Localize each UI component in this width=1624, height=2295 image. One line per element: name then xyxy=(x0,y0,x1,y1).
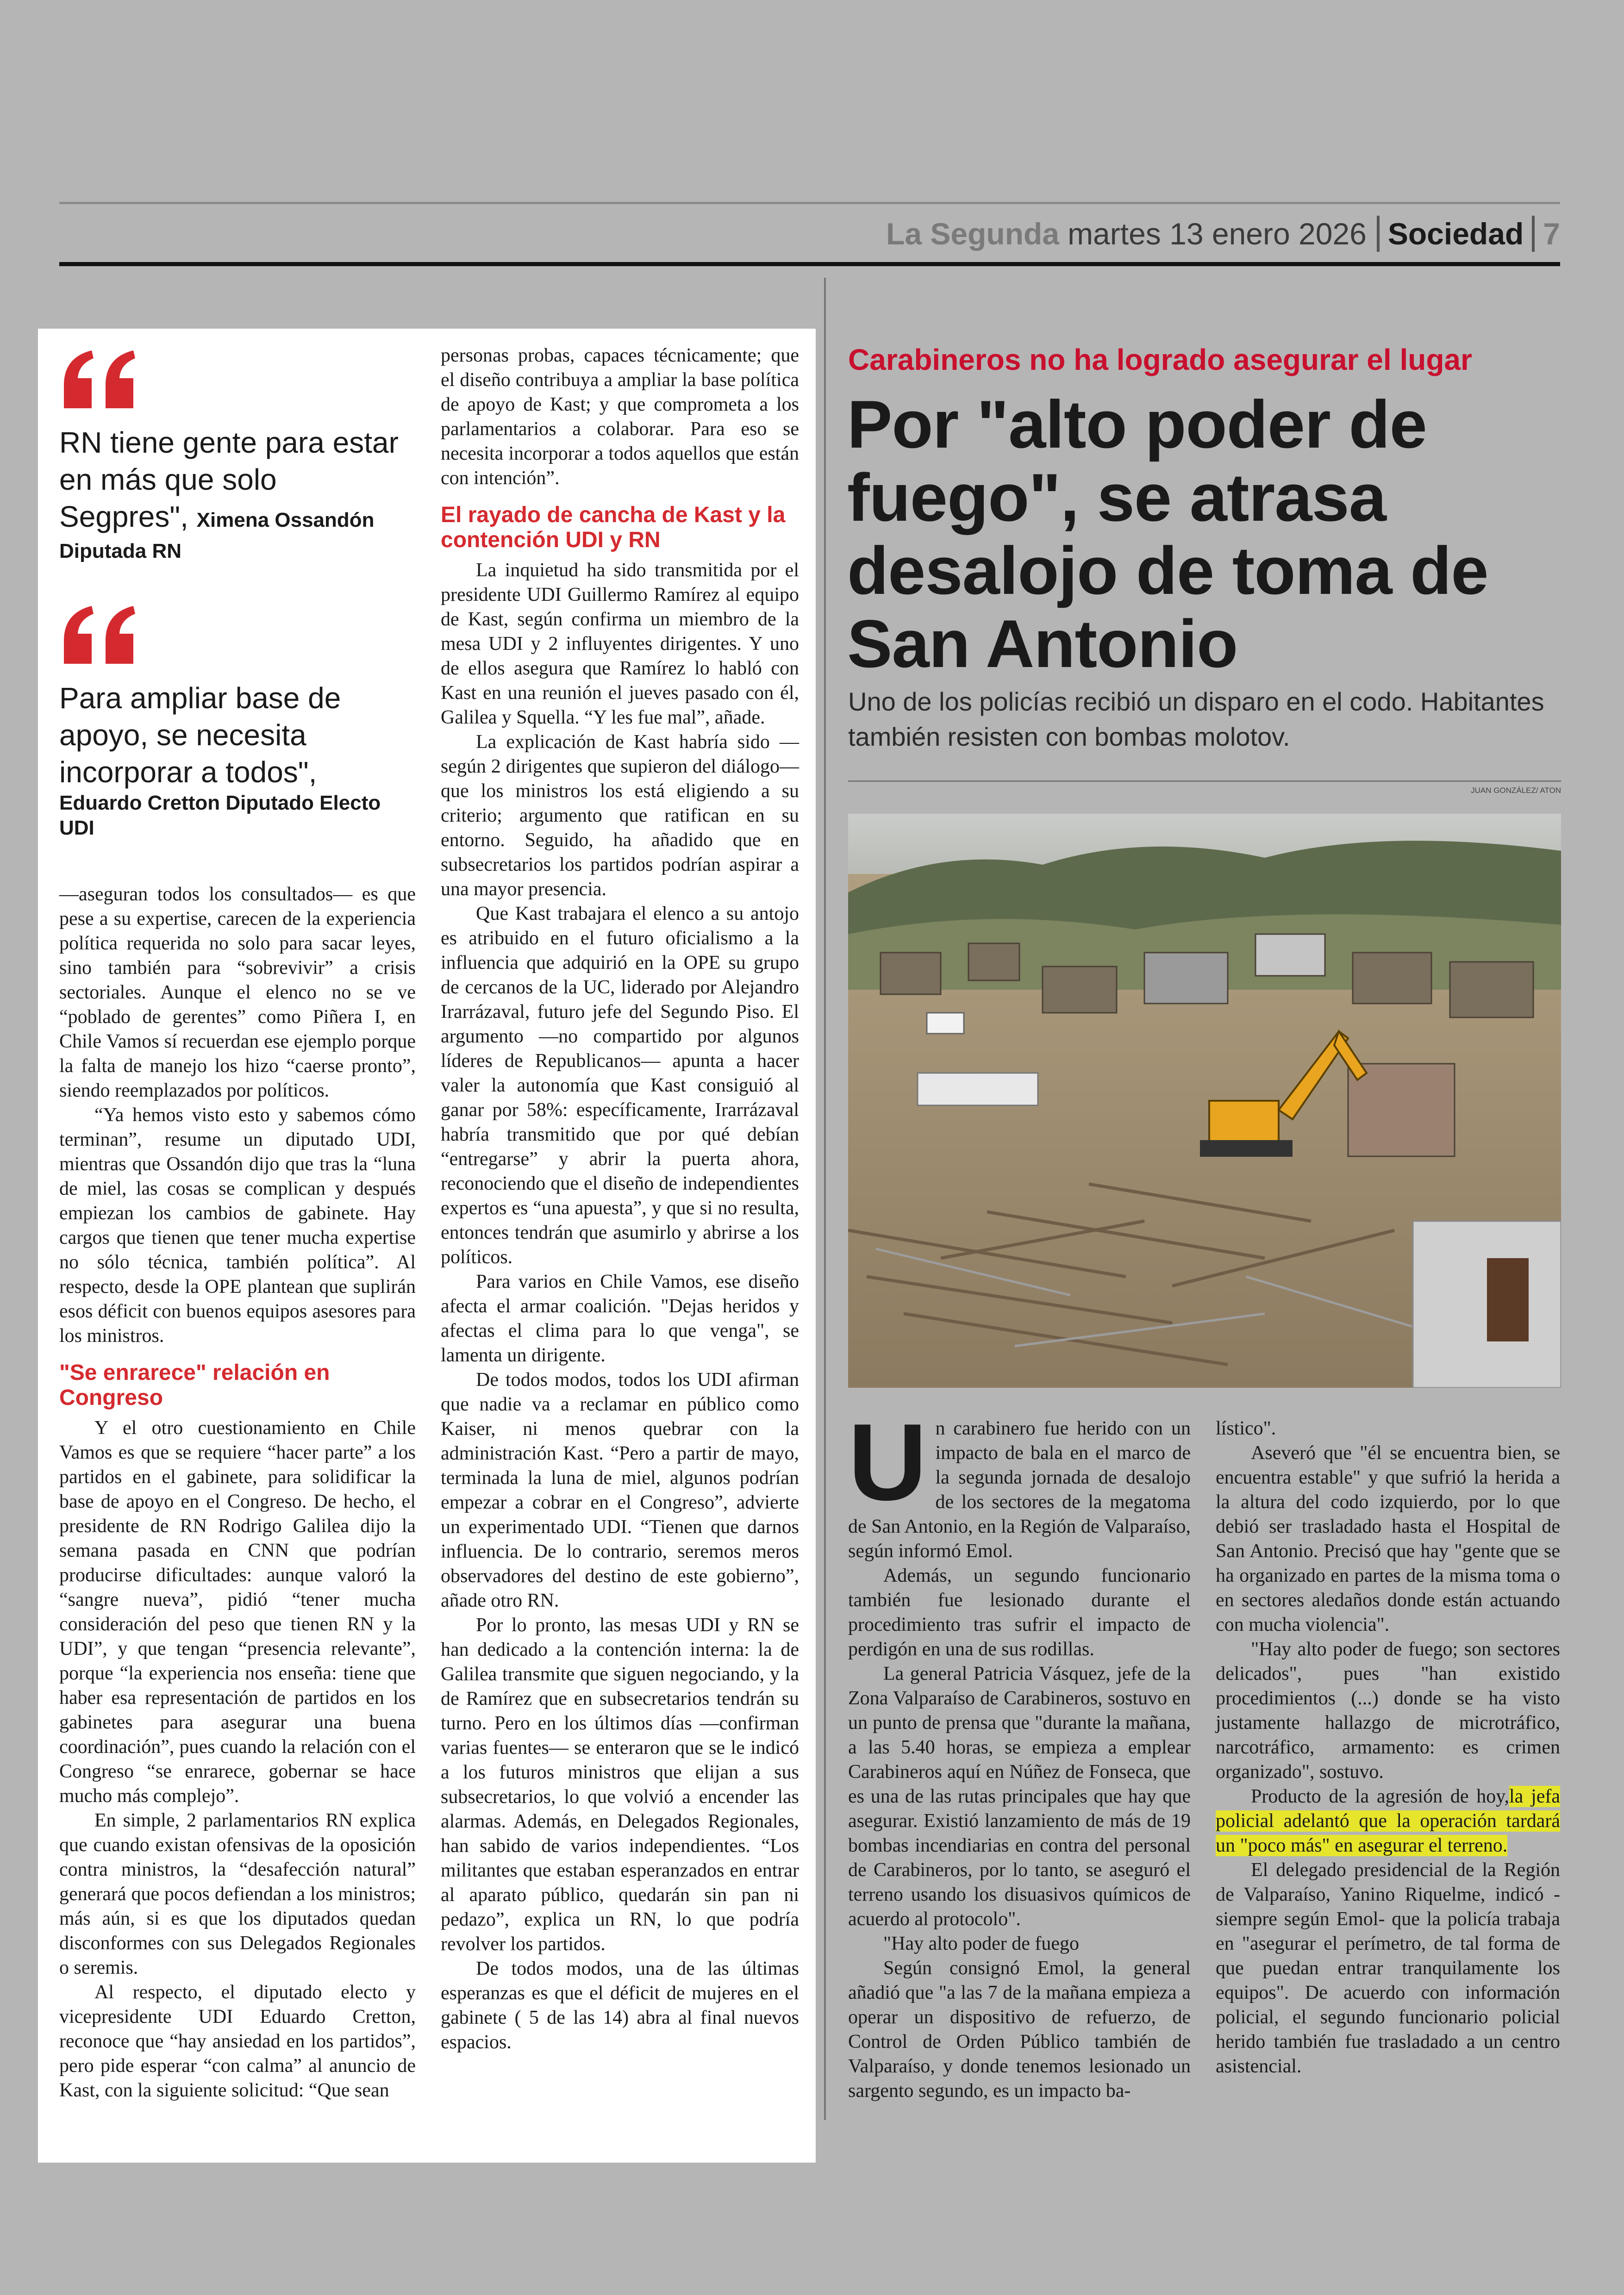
paragraph: Al respecto, el diputado electo y vicepresidente UDI Eduardo Cretton, reconoce que “hay ansiedad en los partidos”, pero pide esperar “con calma” al anuncio de Kast, con la siguiente solicitud: “Que sean xyxy=(59,1982,416,2101)
paragraph: “Ya hemos visto esto y sabemos cómo terminan”, resume un diputado UDI, mientras que Ossandón dijo que tras la “luna de miel, las cosas se complican y después empiezan los cambios de gabinete. Hay cargos que tienen que tener mucha expertise no sólo técnica, también política”. Al respecto, desde la OPE plantean que suplirán esos déficit con buenos equipos asesores para los ministros. xyxy=(59,1104,416,1347)
paragraph: Y el otro cuestionamiento en Chile Vamos es que se requiere “hacer parte” a los partidos en el gabinete, para solidificar la base de apoyo en el Congreso. De hecho, el presidente de RN Rodrigo Galilea dijo la semana pasada en CNN que podrían producirse dificultades: aunque valoró la “sangre nueva”, pidió “tener mucha consideración del peso que tienen RN y la UDI”, y que tengan “presencia relevante”, porque “la experiencia nos enseña: tiene que haber esa representación de partidos en los gabinetes para asegurar una buena coordinación”, pues cuando la relación con el Congreso “se enrarece, gobernar se hace mucho más complejo”. xyxy=(59,1417,416,1807)
quote-mark-icon xyxy=(59,348,138,413)
paragraph: Aseveró que "él se encuentra bien, se encuentra estable" y que sufrió la herida a la altura del codo izquierdo, por lo que debió ser trasladado hasta el Hospital de San Antonio. Precisó que hay "gente que se ha organizado en partes de la misma toma o en sectores aledaños donde están actuando con mucha violencia". xyxy=(1216,1442,1560,1635)
header-separator xyxy=(1377,216,1380,252)
demolition-scene-image xyxy=(848,814,1561,1388)
paragraph: Que Kast trabajara el elenco a su antojo es atribuido en el futuro oficialismo a la influencia que adquirió en la OPE su grupo de cercanos de la UC, liderado por Alejandro Irarrázaval, futuro jefe del Segundo Piso. El argumento —no compartido por algunos líderes de Republicanos— apunta a hacer valer la autonomía que Kast consiguió al ganar por 58%: específicamente, Irarrázaval habría transmitido que por qué debían “entregarse” y abrir la puerta ahora, reconociendo que el diseño de independientes expertos es “una apuesta”, y que si no resulta, entonces tendrán que asumirlo y abrirse a los políticos. xyxy=(441,903,799,1268)
section-name: Sociedad xyxy=(1387,217,1524,251)
quote-mark-icon xyxy=(59,604,138,668)
paragraph: Para varios en Chile Vamos, ese diseño afecta el armar coalición. "Dejas heridos y afectas el clima para lo que venga", se lamenta un dirigente. xyxy=(441,1271,799,1366)
quote-author: Eduardo Cretton Diputado Electo UDI xyxy=(59,792,381,839)
left-article-column-1 xyxy=(59,882,416,2103)
paragraph: La general Patricia Vásquez, jefe de la Zona Valparaíso de Carabineros, sostuvo en un punto de prensa que "durante la mañana, a las 5.40 horas, se empieza a emplear Carabineros aquí en Núñez de Fonseca, que es una de las rutas principales que hay que asegurar. Existió lanzamiento de más de 19 bombas incendiarias en contra del personal de Carabineros, por lo tanto, se aseguró el terreno usando los disuasivos químicos de acuerdo al protocolo". xyxy=(848,1663,1191,1930)
article-deck: Uno de los policías recibió un disparo en el codo. Habitantes también resisten con bombas molotov. xyxy=(848,687,1544,751)
paragraph: "Hay alto poder de fuego; son sectores delicados", pues "han existido procedimientos (...) donde se ha visto justamente hallazgo de microtráfico, narcotráfico, armamento: es crimen organizado", sostuvo. xyxy=(1216,1639,1560,1783)
paragraph: personas probas, capaces técnicamente; que el diseño contribuya a ampliar la base política de apoyo de Kast; y que comprometa a los parlamentarios a colaborar. Para eso se necesita incorporar a todos aquellos que están con intención”. xyxy=(441,345,799,489)
paragraph: La explicación de Kast habría sido —según 2 dirigentes que supieron del diálogo— que los ministros los está eligiendo a su criterio; argumento que ratifican en su entorno. Seguido, ha añadido que en subsecretarios los partidos podrían aspirar a una mayor presencia. xyxy=(441,731,799,900)
quote-text: RN tiene gente para estar en más que solo Segpres", Ximena Ossandón xyxy=(59,426,399,533)
article-headline: Por "alto poder de fuego", se atrasa desalojo de toma de San Antonio xyxy=(847,387,1488,681)
highlighted-text: la jefa policial adelantó que la operación tardará un "poco más" en asegurar el terreno. xyxy=(1216,1786,1561,1856)
lead-paragraph: Un carabinero fue herido con un impacto de bala en el marco de la segunda jornada de desalojo de los sectores de la megatoma de San Antonio, en la Región de Valparaíso, según informó Emol. xyxy=(848,1401,1191,1562)
page-number: 7 xyxy=(1543,217,1560,251)
subheading: "Se enrarece" relación en Congreso xyxy=(59,1360,330,1410)
subheading: El rayado de cancha de Kast y la contención UDI y RN xyxy=(441,503,786,552)
pull-quote-1 xyxy=(59,348,411,564)
paragraph: lístico". xyxy=(1216,1418,1276,1439)
right-article-column-2 xyxy=(1216,1416,1560,2079)
issue-date: martes 13 enero 2026 xyxy=(1068,217,1367,251)
paragraph: Producto de la agresión de hoy,la jefa policial adelantó que la operación tardará un "poco más" en asegurar el terreno. xyxy=(1216,1786,1561,1856)
right-article-column-1 xyxy=(848,1401,1191,2103)
header-rule xyxy=(59,262,1560,266)
paragraph: —aseguran todos los consultados— es que pese a su expertise, carecen de la experiencia política requerida no solo para sacar leyes, sino también para “sobrevivir” a crisis sectoriales. Aunque el elenco no se ve “poblado de gerentes” como Piñera I, en Chile Vamos sí recuerdan ese ejemplo porque la falta de manejo los hizo “caerse pronto”, siendo reemplazados por políticos. xyxy=(59,884,416,1101)
paragraph: De todos modos, todos los UDI afirman que nadie va a reclamar en público como Kaiser, ni menos quebrar con la administración Kast. “Pero a partir de mayo, terminada la luna de miel, algunos podrían empezar a cobrar en el Congreso”, advierte un experimentado UDI. “Tienen que darnos influencia. De lo contrario, seremos meros observadores del destino de este gobierno”, añade otro RN. xyxy=(441,1369,799,1611)
deck-rule xyxy=(848,780,1561,782)
quote-text: Para ampliar base de apoyo, se necesita incorporar a todos", xyxy=(59,681,341,789)
pull-quote-2 xyxy=(59,604,411,841)
paragraph: "Hay alto poder de fuego xyxy=(883,1933,1079,1954)
column-divider xyxy=(824,278,826,2120)
news-photo xyxy=(848,814,1561,1388)
newspaper-name: La Segunda xyxy=(886,217,1060,251)
article-kicker: Carabineros no ha logrado asegurar el lugar xyxy=(848,343,1472,376)
header-separator xyxy=(1532,216,1535,252)
paragraph: En simple, 2 parlamentarios RN explica que cuando existan ofensivas de la oposición contra ministros, la “desafección natural” generará que pocos defiendan a los ministros; más aún, si es que los diputados quedan disconformes con sus Delegados Regionales o seremis. xyxy=(59,1810,416,1978)
quote-author: Ximena Ossandón xyxy=(196,509,375,531)
paragraph: Por lo pronto, las mesas UDI y RN se han dedicado a la contención interna: la de Galilea transmite que siguen negociando, y la de Ramírez que en subsecretarios tendrán su turno. Pero en los últimos días —confirman varias fuentes— se enteraron que se le indicó a los futuros ministros que elijan a sus subsecretarios, lo que volvió a encender las alarmas. Además, en Delegados Regionales, han sabido de varios independientes. “Los militantes que estaban esperanzados en entrar al aparato público, quedarán sin pan ni pedazo”, explica un RN, lo que podría revolver los partidos. xyxy=(441,1615,799,1955)
paragraph: El delegado presidencial de la Región de Valparaíso, Yanino Riquelme, indicó -siempre según Emol- que la policía trabaja en "asegurar el perímetro, de tal forma de que puedan entrar tranquilamente los equipos". De acuerdo con información policial, el segundo funcionario policial herido también fue trasladado a un centro asistencial. xyxy=(1216,1859,1560,2077)
paragraph: Según consignó Emol, la general añadió que "a las 7 de la mañana empieza a operar un dispositivo de refuerzo, de Control de Orden Público también de Valparaíso, y donde tenemos lesionado un sargento segundo, es un impacto ba- xyxy=(848,1958,1191,2102)
drop-cap: U xyxy=(848,1401,927,1523)
photo-credit: JUAN GONZÁLEZ/ ATON xyxy=(1471,786,1561,795)
paragraph: De todos modos, una de las últimas esperanzas es que el déficit de mujeres en el gabinete ( 5 de las 14) abra al final nuevos espacios. xyxy=(441,1958,799,2053)
left-article-column-2 xyxy=(441,343,799,2055)
page-header xyxy=(59,204,1560,264)
quote-author-role: Diputada RN xyxy=(59,540,181,562)
paragraph: La inquietud ha sido transmitida por el presidente UDI Guillermo Ramírez al equipo de Kast, según confirma un miembro de la mesa UDI y 2 influyentes dirigentes. Y uno de ellos asegura que Ramírez lo habló con Kast en una reunión el jueves pasado con él, Galilea y Squella. “Y les fue mal”, añade. xyxy=(441,560,799,728)
paragraph: Además, un segundo funcionario también fue lesionado durante el procedimiento tras sufrir el impacto de perdigón en una de sus rodillas. xyxy=(848,1565,1191,1660)
